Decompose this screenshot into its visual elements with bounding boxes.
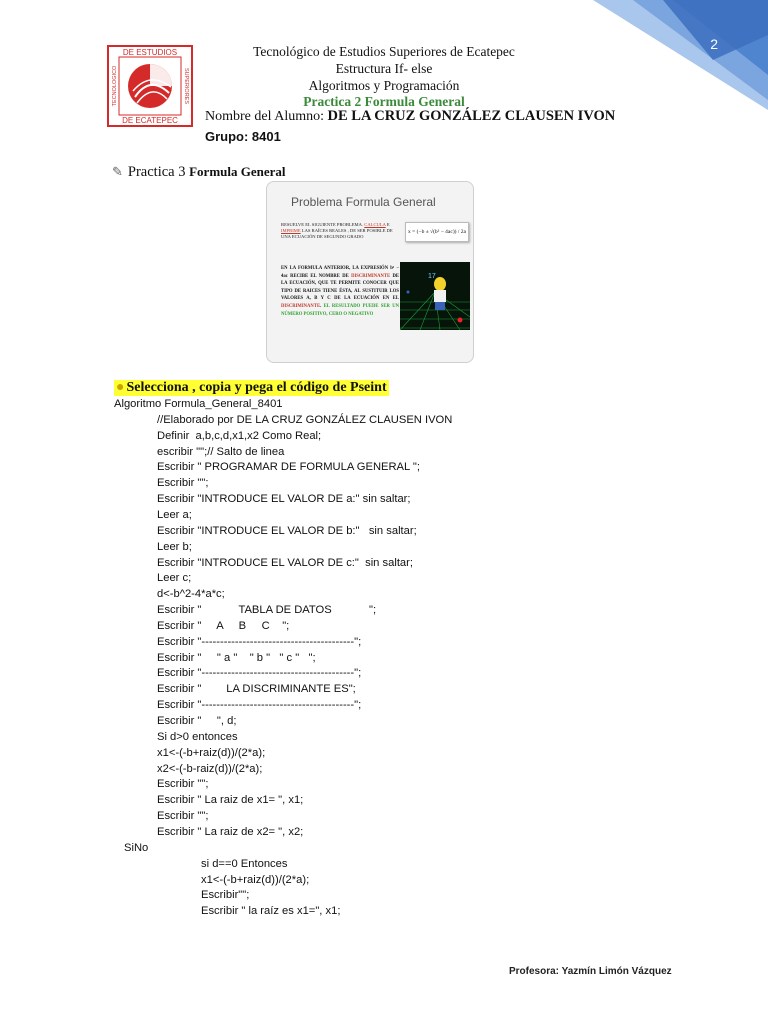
code-line: Leer a;	[157, 508, 192, 521]
code-line: escribir "";// Salto de linea	[157, 445, 285, 458]
logo-left-text: TECNOLOGICO	[112, 65, 118, 107]
code-line: //Elaborado por DE LA CRUZ GONZÁLEZ CLAUSEN IVON	[157, 413, 453, 426]
slide-problem-text: RESUELVE EL SIGUIENTE PROBLEMA. CALCULA E IMPRIME LAS RAÍCES REALES , DE SER POSIBLE DE UNA ECUACIÓN DE SEGUNDO GRADO	[281, 222, 393, 239]
code-line: Escribir " A B C ";	[157, 619, 290, 632]
code-line: Escribir "-----------------------------------------";	[157, 635, 362, 648]
code-line: Escribir " PROGRAMAR DE FORMULA GENERAL ";	[157, 461, 421, 474]
code-line: Escribir " La raiz de x2= ", x2;	[157, 825, 304, 838]
code-line: Escribir"";	[201, 889, 250, 902]
page-number: 2	[710, 36, 718, 52]
code-line: Escribir "";	[157, 810, 209, 823]
slide-title: Problema Formula General	[291, 195, 436, 209]
code-line: Escribir "-----------------------------------------";	[157, 699, 362, 712]
code-line: Escribir " ", d;	[157, 715, 237, 727]
code-line: Escribir " La raiz de x1= ", x1;	[157, 794, 304, 807]
cartoon-grid-illustration	[400, 262, 470, 330]
header-line-2: Estructura If- else	[335, 61, 433, 76]
code-line: x2<-(-b-raiz(d))/(2*a);	[157, 762, 263, 775]
code-line: SiNo	[124, 841, 149, 854]
slide-image	[266, 181, 474, 363]
section-heading-text: Selecciona , copia y pega el código de Pseint	[126, 380, 387, 395]
code-line: Algoritmo Formula_General_8401	[114, 398, 283, 410]
logo-bottom-text: DE ECATEPEC	[122, 116, 178, 125]
code-line: Si d>0 entonces	[157, 730, 238, 743]
code-line: Escribir " LA DISCRIMINANTE ES";	[157, 683, 356, 696]
code-line: x1<-(-b+raiz(d))/(2*a);	[201, 873, 310, 886]
code-line: Leer c;	[157, 572, 192, 585]
code-line: x1<-(-b+raiz(d))/(2*a);	[157, 746, 266, 759]
code-line: Escribir "INTRODUCE EL VALOR DE b:" sin saltar;	[157, 524, 417, 537]
code-line: Definir a,b,c,d,x1,x2 Como Real;	[157, 429, 322, 442]
student-line	[205, 108, 615, 125]
header-practice-title: Practica 2 Formula General	[303, 94, 465, 109]
code-line: si d==0 Entonces	[201, 857, 288, 870]
svg-text:17: 17	[428, 273, 436, 280]
code-line: Escribir "INTRODUCE EL VALOR DE a:" sin saltar;	[157, 493, 411, 506]
logo-right-text: SUPERIORES	[183, 67, 189, 105]
practice-title: Formula General	[189, 164, 286, 179]
footer-professor: Profesora: Yazmín Limón Vázquez	[509, 966, 672, 977]
student-label: Nombre del Alumno:	[205, 109, 328, 124]
student-name: DE LA CRUZ GONZÁLEZ CLAUSEN IVON	[327, 108, 616, 124]
practice-heading	[112, 164, 286, 181]
slide-discriminant-text: EN LA FORMULA ANTERIOR, LA EXPRESIÓN b² − 4ac RECIBE EL NOMBRE DE DISCRIMINANTE DE LA ECUACIÓN, QUE TE PERMITE CONOCER QUE TIPO DE RAICES TIENE ÉSTA, AL SUSTITUIR LOS VALORES A, B Y C DE LA ECUACIÓN EN EL DISCRIMINANTE. EL RESULTADO PUEDE SER UN NÚMERO POSITIVO, CERO O NEGATIVO	[281, 266, 400, 317]
header-line-3: Algoritmos y Programación	[308, 78, 460, 93]
code-line: Escribir "";	[157, 778, 209, 791]
code-line: Escribir " la raíz es x1=", x1;	[201, 905, 341, 918]
code-line: Leer b;	[157, 540, 192, 553]
code-line: Escribir "INTRODUCE EL VALOR DE c:" sin saltar;	[157, 556, 413, 569]
header-line-1: Tecnológico de Estudios Superiores de Ecatepec	[253, 44, 515, 59]
practice-label: Practica 3	[127, 164, 190, 180]
section-heading	[114, 380, 389, 396]
code-line: Escribir " TABLA DE DATOS ";	[157, 604, 377, 617]
code-line: d<-b^2-4*a*c;	[157, 588, 225, 601]
formula-box: x = (−b ± √(b² − 4ac)) / 2a	[405, 222, 469, 242]
group-label: Grupo: 8401	[205, 129, 281, 144]
code-line: Escribir "";	[157, 477, 209, 490]
code-line: Escribir " " a " " b " " c " ";	[157, 651, 316, 664]
logo-top-text: DE ESTUDIOS	[122, 48, 178, 57]
bulb-icon: ●	[116, 380, 125, 395]
code-line: Escribir "-----------------------------------------";	[157, 667, 362, 680]
pencil-icon: ✎	[112, 164, 123, 179]
